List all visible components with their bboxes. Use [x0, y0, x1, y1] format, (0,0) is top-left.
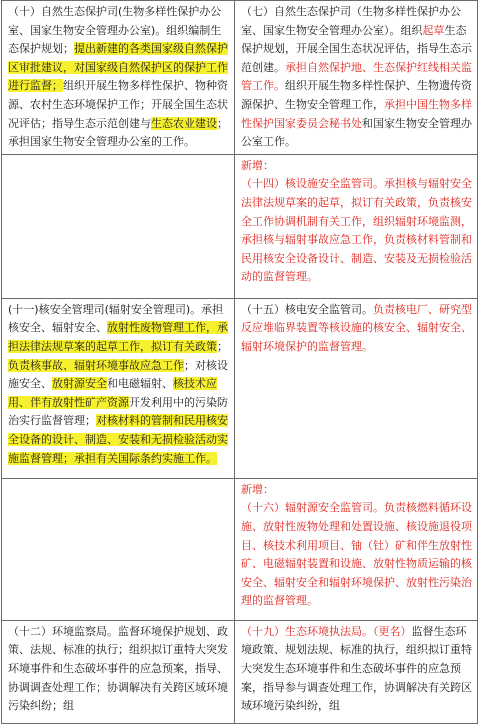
changed-text: （十四）核设施安全监管司。承担核与辐射安全法律法规草案的起草，拟订有关政策，负责核安全工作协调机制有关工作，组织辐射环境监测，承担核与辐射事故应急工作，负责核材料管制和民用核安全设备设计、制造、安装及无损检验活动的监督管理。: [241, 177, 472, 284]
table-row: [2, 154, 478, 298]
cell-text: 和国家生物安全管理办公室工作。: [241, 116, 472, 149]
highlighted-text: 生态农业建设: [151, 116, 217, 130]
cell-text: 组织开展生物多样性保护、物种资源、农村生态环境保护工作；开展全国生态状况评估；指导生态示范创建与: [8, 79, 228, 130]
cell-text: 生态保护规划，开展全国生态状况评估，指导生态示范创建。: [241, 23, 472, 74]
highlighted-text: 提出新建的各类国家级自然保护区审批建议，对国家级自然保护区的保护工作进行监督；: [8, 42, 228, 93]
changed-text: （十六）辐射源安全监管司。负责核燃料循环设施、放射性废物处理和处置设施、核设施退役项目、核技术利用项目、铀（钍）矿和伴生放射性矿、电磁辐射装置和设施、放射性物质运输的核安全、辐射安全和辐射环境保护、放射性污染治理的监督管理。: [241, 501, 472, 608]
added-label: 新增：: [241, 482, 274, 496]
cell-text: （十）自然生态保护司(生物多样性保护办公室、国家生物安全管理办公室)。: [8, 5, 222, 37]
table-row: [2, 1, 478, 155]
highlighted-text: 放射性废物管理工作，承担法律法规草案的起草工作，拟订有关政策: [8, 321, 228, 353]
table-row: [2, 620, 478, 723]
added-label: 新增：: [241, 158, 274, 172]
cell-text: 监督环境保护规划、政策、法规、标准的执行；组织拟订重特大突发环境事件和生态破坏事件的应急预案，指导、协调调查处理工作；协调解决有关跨区域环境污染纠纷；组: [8, 624, 228, 713]
table-row: [2, 298, 478, 478]
cell-old: [2, 298, 235, 478]
cell-new: [235, 298, 478, 478]
cell-text: 组织开展生物多样性保护、生物遗传资源保护、生物安全管理工作，: [241, 79, 472, 111]
cell-old: [2, 154, 235, 298]
highlighted-text: 对核材料的管制和民用核安全设备的设计、制造、安装和无损检验活动实施监督管理；承担有关国际条约实施工作。: [8, 414, 228, 465]
changed-text: 承担中国生物多样性保护国家委员会秘书处: [241, 97, 472, 130]
cell-new: [235, 154, 478, 298]
cell-text: 组织编制生态保护规划；: [8, 23, 222, 56]
cell-text: （十二）环境监察局。: [8, 624, 118, 638]
table-row: [2, 478, 478, 620]
cell-old: [2, 478, 235, 620]
cell-new: [235, 1, 478, 155]
changed-text: 负责核电厂、研究型反应堆临界装置等核设施的核安全、辐射安全、辐射环境保护的监督管理。: [241, 302, 472, 353]
cell-text: 开发利用中的污染防治实行监督管理；: [8, 395, 228, 428]
cell-text: ；承担国家生物安全管理办公室的工作。: [8, 116, 228, 149]
cell-text: ；对核设施安全、: [8, 358, 228, 391]
changed-text: 起草: [422, 23, 445, 37]
cell-text: 监督生态环境政策、规划法规、标准的执行，组织拟订重特大突发生态环境事件和生态破坏事件的应急预案，指导参与调查处理工作，协调解决有关跨区域环境污染纠纷，组: [241, 624, 472, 713]
highlighted-text: 放射源安全: [52, 377, 107, 391]
comparison-table: [1, 0, 478, 724]
cell-text: （十五）核电安全监管司。: [241, 302, 373, 316]
cell-old: [2, 1, 235, 155]
changed-text: 承担自然保护地、生态保护红线相关监管工作。: [241, 60, 472, 93]
highlighted-text: 负责核事故、辐射环境事故应急工作: [8, 358, 184, 372]
cell-new: [235, 478, 478, 620]
highlighted-text: 核技术应用、伴有放射性矿产资源: [8, 377, 217, 409]
cell-new: [235, 620, 478, 723]
changed-text: （十九）生态环境执法局。（更名）: [241, 624, 412, 638]
cell-text: (十一)核安全管理司(辐射安全管理司)。承担核安全、辐射安全、: [8, 302, 224, 335]
cell-text: （七）自然生态保护司（生物多样性保护办公室、国家生物安全管理办公室）。: [241, 5, 461, 37]
cell-old: [2, 620, 235, 723]
cell-text: 组织: [400, 23, 423, 37]
cell-text: 和电磁辐射、: [107, 377, 173, 391]
cell-text: ；: [217, 339, 228, 353]
